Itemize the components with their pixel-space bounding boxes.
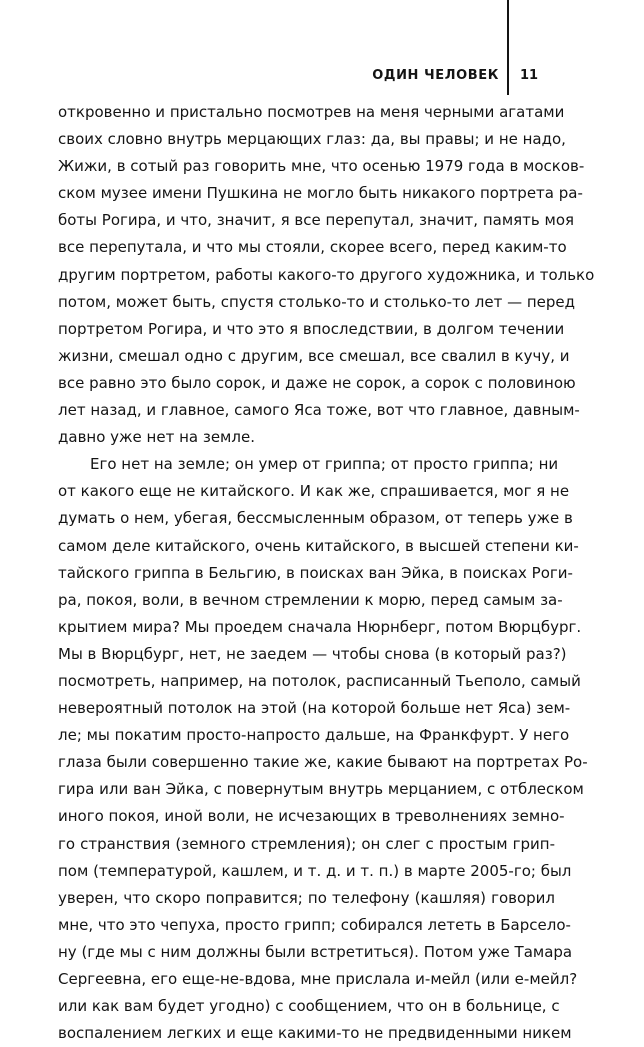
text-line: глаза были совершенно такие же, какие бывают на портретах Ро- bbox=[58, 753, 588, 772]
body-text bbox=[58, 99, 595, 1047]
text-line: иного покоя, иной воли, не исчезающих в треволнениях земно- bbox=[58, 807, 565, 826]
text-line: пом (температурой, кашлем, и т. д. и т. п.) в марте 2005-го; был bbox=[58, 861, 572, 880]
text-line: от какого еще не китайского. И как же, спрашивается, мог я не bbox=[58, 482, 570, 501]
text-line: своих словно внутрь мерцающих глаз: да, вы правы; и не надо, bbox=[58, 130, 566, 149]
text-line: потом, может быть, спустя столько-то и столько-то лет — перед bbox=[58, 292, 576, 311]
text-line: ра, покоя, воли, в вечном стремлении к морю, перед самым за- bbox=[58, 590, 563, 609]
text-line: другим портретом, работы какого-то другого художника, и только bbox=[58, 265, 595, 284]
text-line: посмотреть, например, на потолок, расписанный Тьеполо, самый bbox=[58, 671, 581, 690]
text-line: все перепутала, и что мы стояли, скорее всего, перед каким-то bbox=[58, 238, 567, 257]
text-line: ле; мы покатим просто-напросто дальше, на Франкфурт. У него bbox=[58, 726, 570, 745]
paragraph-first-line: Его нет на земле; он умер от гриппа; от просто гриппа; ни bbox=[90, 455, 559, 474]
text-line: уверен, что скоро поправится; по телефону (кашляя) говорил bbox=[58, 888, 555, 907]
text-line: мне, что это чепуха, просто грипп; собирался лететь в Барсело- bbox=[58, 915, 571, 934]
text-line: жизни, смешал одно с другим, все смешал, все свалил в кучу, и bbox=[58, 346, 570, 365]
text-line: портретом Рогира, и что это я впоследствии, в долгом течении bbox=[58, 319, 565, 338]
text-line: воспалением легких и еще какими-то не предвиденными никем bbox=[58, 1024, 572, 1043]
text-line: го странствия (земного стремления); он слег с простым грип- bbox=[58, 834, 555, 853]
text-line: боты Рогира, и что, значит, я все перепутал, значит, память моя bbox=[58, 211, 575, 230]
text-line: или как вам будет угодно) с сообщением, что он в больнице, с bbox=[58, 997, 560, 1016]
text-line: все равно это было сорок, и даже не сорок, а сорок с половиною bbox=[58, 373, 576, 392]
header-vertical-rule bbox=[507, 0, 509, 95]
text-line: ском музее имени Пушкина не могло быть никакого портрета ра- bbox=[58, 184, 583, 203]
text-line: ну (где мы с ним должны были встретиться). Потом уже Тамара bbox=[58, 942, 573, 961]
text-line: гира или ван Эйка, с повернутым внутрь мерцанием, с отблеском bbox=[58, 780, 584, 799]
text-line: Мы в Вюрцбург, нет, не заедем — чтобы снова (в который раз?) bbox=[58, 644, 567, 663]
text-line: Жижи, в сотый раз говорить мне, что осенью 1979 года в москов- bbox=[58, 157, 585, 176]
text-line: думать о нем, убегая, бессмысленным образом, от теперь уже в bbox=[58, 509, 573, 528]
text-line: крытием мира? Мы проедем сначала Нюрнберг, потом Вюрцбург. bbox=[58, 617, 582, 636]
text-line: невероятный потолок на этой (на которой больше нет Яса) зем- bbox=[58, 699, 571, 718]
running-title: ОДИН ЧЕЛОВЕК bbox=[372, 68, 499, 83]
text-line: самом деле китайского, очень китайского, в высшей степени ки- bbox=[58, 536, 579, 555]
text-line: откровенно и пристально посмотрев на меня черными агатами bbox=[58, 103, 565, 121]
text-line: лет назад, и главное, самого Яса тоже, вот что главное, давным- bbox=[58, 401, 580, 420]
text-line: тайского гриппа в Бельгию, в поисках ван Эйка, в поисках Роги- bbox=[58, 563, 573, 582]
text-line: давно уже нет на земле. bbox=[58, 428, 255, 447]
text-line: Сергеевна, его еще-не-вдова, мне прислала и-мейл (или е-мейл? bbox=[58, 970, 578, 988]
page-number: 11 bbox=[520, 68, 539, 83]
